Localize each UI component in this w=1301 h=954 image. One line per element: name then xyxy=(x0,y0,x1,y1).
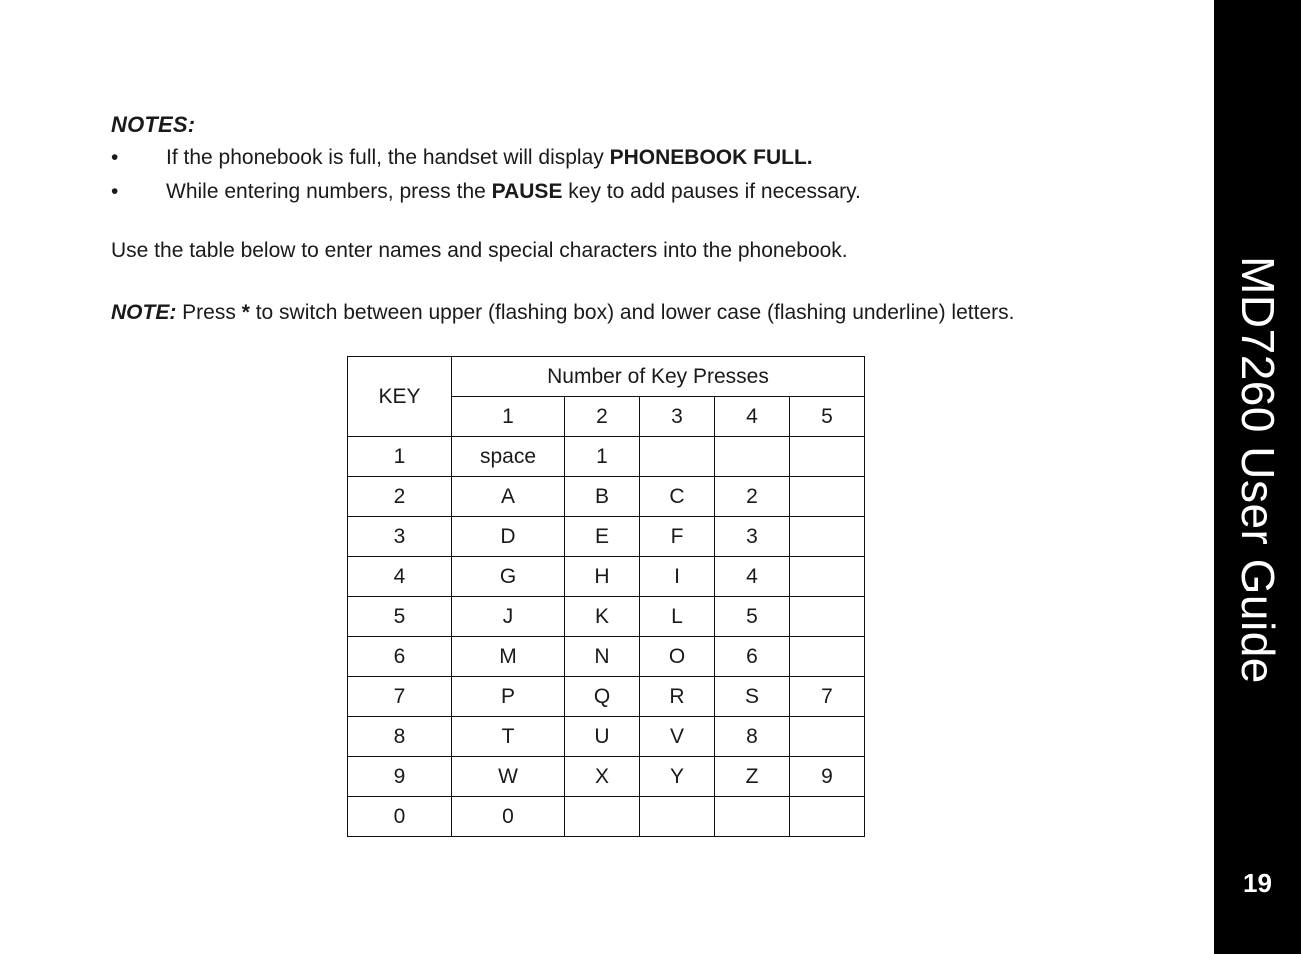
character-cell xyxy=(790,637,865,677)
character-cell: W xyxy=(452,757,565,797)
notes-heading: NOTES: xyxy=(111,112,196,137)
character-cell: 0 xyxy=(452,797,565,837)
character-cell: R xyxy=(640,677,715,717)
key-presses-group-header: Number of Key Presses xyxy=(452,357,865,397)
bullet-dot: • xyxy=(111,180,119,203)
table-row xyxy=(348,557,865,597)
note-post: to switch between upper (flashing box) and lower case (flashing underline) letters. xyxy=(249,301,1015,324)
character-cell: C xyxy=(640,477,715,517)
character-cell xyxy=(715,797,790,837)
character-cell xyxy=(790,717,865,757)
character-cell xyxy=(565,797,640,837)
character-cell: O xyxy=(640,637,715,677)
character-cell: A xyxy=(452,477,565,517)
note-label: NOTE: xyxy=(111,301,177,324)
character-cell xyxy=(790,517,865,557)
character-cell: L xyxy=(640,597,715,637)
press-count-header: 3 xyxy=(640,397,715,437)
bullet-text-after: key to add pauses if necessary. xyxy=(562,180,861,203)
character-cell: D xyxy=(452,517,565,557)
character-cell: E xyxy=(565,517,640,557)
character-cell xyxy=(790,557,865,597)
character-cell: S xyxy=(715,677,790,717)
character-cell: Y xyxy=(640,757,715,797)
bullet-text-plain: If the phonebook is full, the handset will display xyxy=(166,146,610,169)
bullet-text-bold: PHONEBOOK FULL. xyxy=(609,146,813,169)
intro-paragraph: Use the table below to enter names and special characters into the phonebook. xyxy=(111,239,848,262)
character-cell: K xyxy=(565,597,640,637)
character-cell: V xyxy=(640,717,715,757)
character-cell: 4 xyxy=(715,557,790,597)
character-cell: 8 xyxy=(715,717,790,757)
character-cell: F xyxy=(640,517,715,557)
key-column-header: KEY xyxy=(348,357,452,437)
character-cell: T xyxy=(452,717,565,757)
key-cell: 4 xyxy=(348,557,452,597)
bullet-text xyxy=(166,146,813,170)
guide-title: MD7260 User Guide xyxy=(1232,256,1284,684)
character-cell xyxy=(790,597,865,637)
character-cell: J xyxy=(452,597,565,637)
note-key: * xyxy=(241,301,250,324)
press-count-header: 4 xyxy=(715,397,790,437)
press-count-header: 1 xyxy=(452,397,565,437)
character-cell xyxy=(790,437,865,477)
key-cell: 6 xyxy=(348,637,452,677)
character-cell: P xyxy=(452,677,565,717)
table-row xyxy=(348,517,865,557)
character-cell: U xyxy=(565,717,640,757)
character-cell: 6 xyxy=(715,637,790,677)
character-cell: 3 xyxy=(715,517,790,557)
character-cell: Q xyxy=(565,677,640,717)
character-cell: 5 xyxy=(715,597,790,637)
bullet-text-plain: While entering numbers, press the xyxy=(166,180,492,203)
key-cell: 1 xyxy=(348,437,452,477)
character-cell xyxy=(790,797,865,837)
character-cell: X xyxy=(565,757,640,797)
press-count-header: 2 xyxy=(565,397,640,437)
table-row xyxy=(348,597,865,637)
character-cell: I xyxy=(640,557,715,597)
character-cell: G xyxy=(452,557,565,597)
key-cell: 9 xyxy=(348,757,452,797)
key-cell: 3 xyxy=(348,517,452,557)
key-cell: 5 xyxy=(348,597,452,637)
bullet-dot: • xyxy=(111,146,119,169)
bullet-text xyxy=(166,180,861,204)
character-cell: space xyxy=(452,437,565,477)
character-cell: 7 xyxy=(790,677,865,717)
character-cell xyxy=(790,477,865,517)
character-cell: B xyxy=(565,477,640,517)
press-count-header: 5 xyxy=(790,397,865,437)
table-row xyxy=(348,717,865,757)
bullet-text-bold: PAUSE xyxy=(491,180,563,203)
case-switch-note xyxy=(111,298,1111,328)
table-row xyxy=(348,637,865,677)
character-cell: M xyxy=(452,637,565,677)
character-cell: Z xyxy=(715,757,790,797)
character-cell: N xyxy=(565,637,640,677)
key-cell: 2 xyxy=(348,477,452,517)
character-cell: 1 xyxy=(565,437,640,477)
table-row xyxy=(348,477,865,517)
character-cell xyxy=(715,437,790,477)
table-row xyxy=(348,677,865,717)
character-cell: 9 xyxy=(790,757,865,797)
table-row xyxy=(348,437,865,477)
character-cell: H xyxy=(565,557,640,597)
table-row xyxy=(348,757,865,797)
key-cell: 0 xyxy=(348,797,452,837)
character-cell: 2 xyxy=(715,477,790,517)
character-cell xyxy=(640,797,715,837)
page-number: 19 xyxy=(1243,868,1272,898)
key-cell: 8 xyxy=(348,717,452,757)
key-cell: 7 xyxy=(348,677,452,717)
table-row xyxy=(348,797,865,837)
character-cell xyxy=(640,437,715,477)
table-header-row xyxy=(348,357,865,397)
key-press-table xyxy=(347,356,865,837)
note-pre: Press xyxy=(176,301,242,324)
